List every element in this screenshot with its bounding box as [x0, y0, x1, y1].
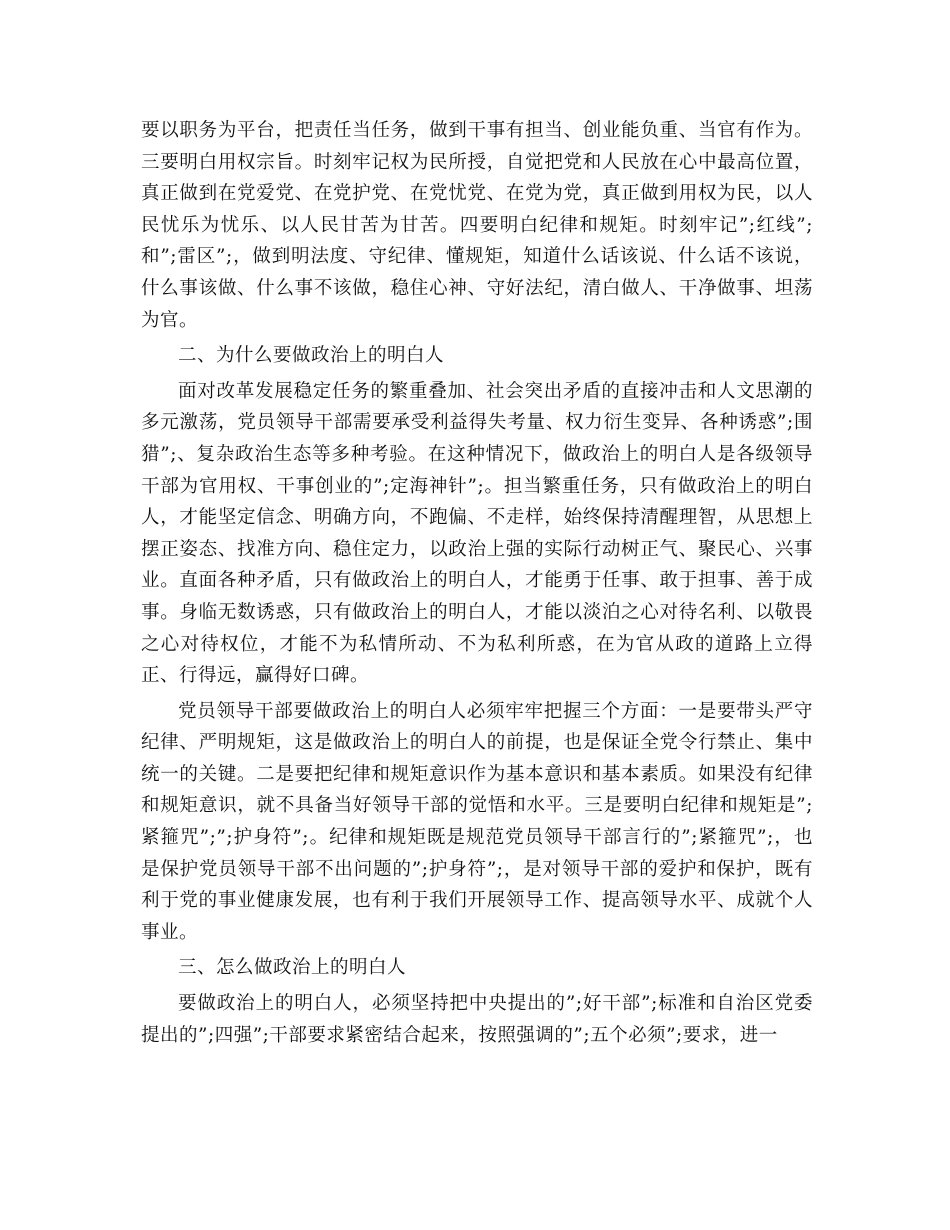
section-heading-why: 二、为什么要做政治上的明白人: [178, 345, 445, 367]
section-heading-how: 三、怎么做政治上的明白人: [178, 957, 407, 979]
paragraph-continued: 要以职务为平台，把责任当任务，做到干事有担当、创业能负重、当官有作为。三要明白用权宗旨。时刻牢记权为民所授，自觉把党和人民放在心中最高位置，真正做到在党爱党、在党护党、在党忧党、在党为党，真正做到用权为民，以人民忧乐为忧乐、以人民甘苦为甘苦。四要明白纪律和规矩。时刻牢记”;红线”;和”;雷区”;，做到明法度、守纪律、懂规矩，知道什么话该说、什么话不该说，什么事该做、什么事不该做，稳住心神、守好法纪，清白做人、干净做事、坦荡为官。: [141, 120, 813, 331]
paragraph-three-aspects: 党员领导干部要做政治上的明白人必须牢牢把握三个方面：一是要带头严守纪律、严明规矩，这是做政治上的明白人的前提，也是保证全党令行禁止、集中统一的关键。二是要把纪律和规矩意识作为基本意识和基本素质。如果没有纪律和规矩意识，就不具备当好领导干部的觉悟和水平。三是要明白纪律和规矩是”;紧箍咒”;”;护身符”;。纪律和规矩既是规范党员领导干部言行的”;紧箍咒”;，也是保护党员领导干部不出问题的”;护身符”;，是对领导干部的爱护和保护，既有利于党的事业健康发展，也有利于我们开展领导工作、提高领导水平、成就个人事业。: [141, 700, 813, 943]
paragraph-why-body: 面对改革发展稳定任务的繁重叠加、社会突出矛盾的直接冲击和人文思潮的多元激荡，党员领导干部需要承受利益得失考量、权力衍生变异、各种诱惑”;围猎”;、复杂政治生态等多种考验。在这种情况下，做政治上的明白人是各级领导干部为官用权、干事创业的”;定海神针”;。担当繁重任务，只有做政治上的明白人，才能坚定信念、明确方向，不跑偏、不走样，始终保持清醒理智，从思想上摆正姿态、找准方向、稳住定力，以政治上强的实际行动树正气、聚民心、兴事业。直面各种矛盾，只有做政治上的明白人，才能勇于任事、敢于担事、善于成事。身临无数诱惑，只有做政治上的明白人，才能以淡泊之心对待名利、以敬畏之心对待权位，才能不为私情所动、不为私利所惑，在为官从政的道路上立得正、行得远，赢得好口碑。: [141, 380, 813, 687]
paragraph-how-body: 要做政治上的明白人，必须坚持把中央提出的”;好干部”;标准和自治区党委提出的”;四强”;干部要求紧密结合起来，按照强调的”;五个必须”;要求，进一: [141, 993, 813, 1046]
document-body: [141, 115, 813, 1055]
